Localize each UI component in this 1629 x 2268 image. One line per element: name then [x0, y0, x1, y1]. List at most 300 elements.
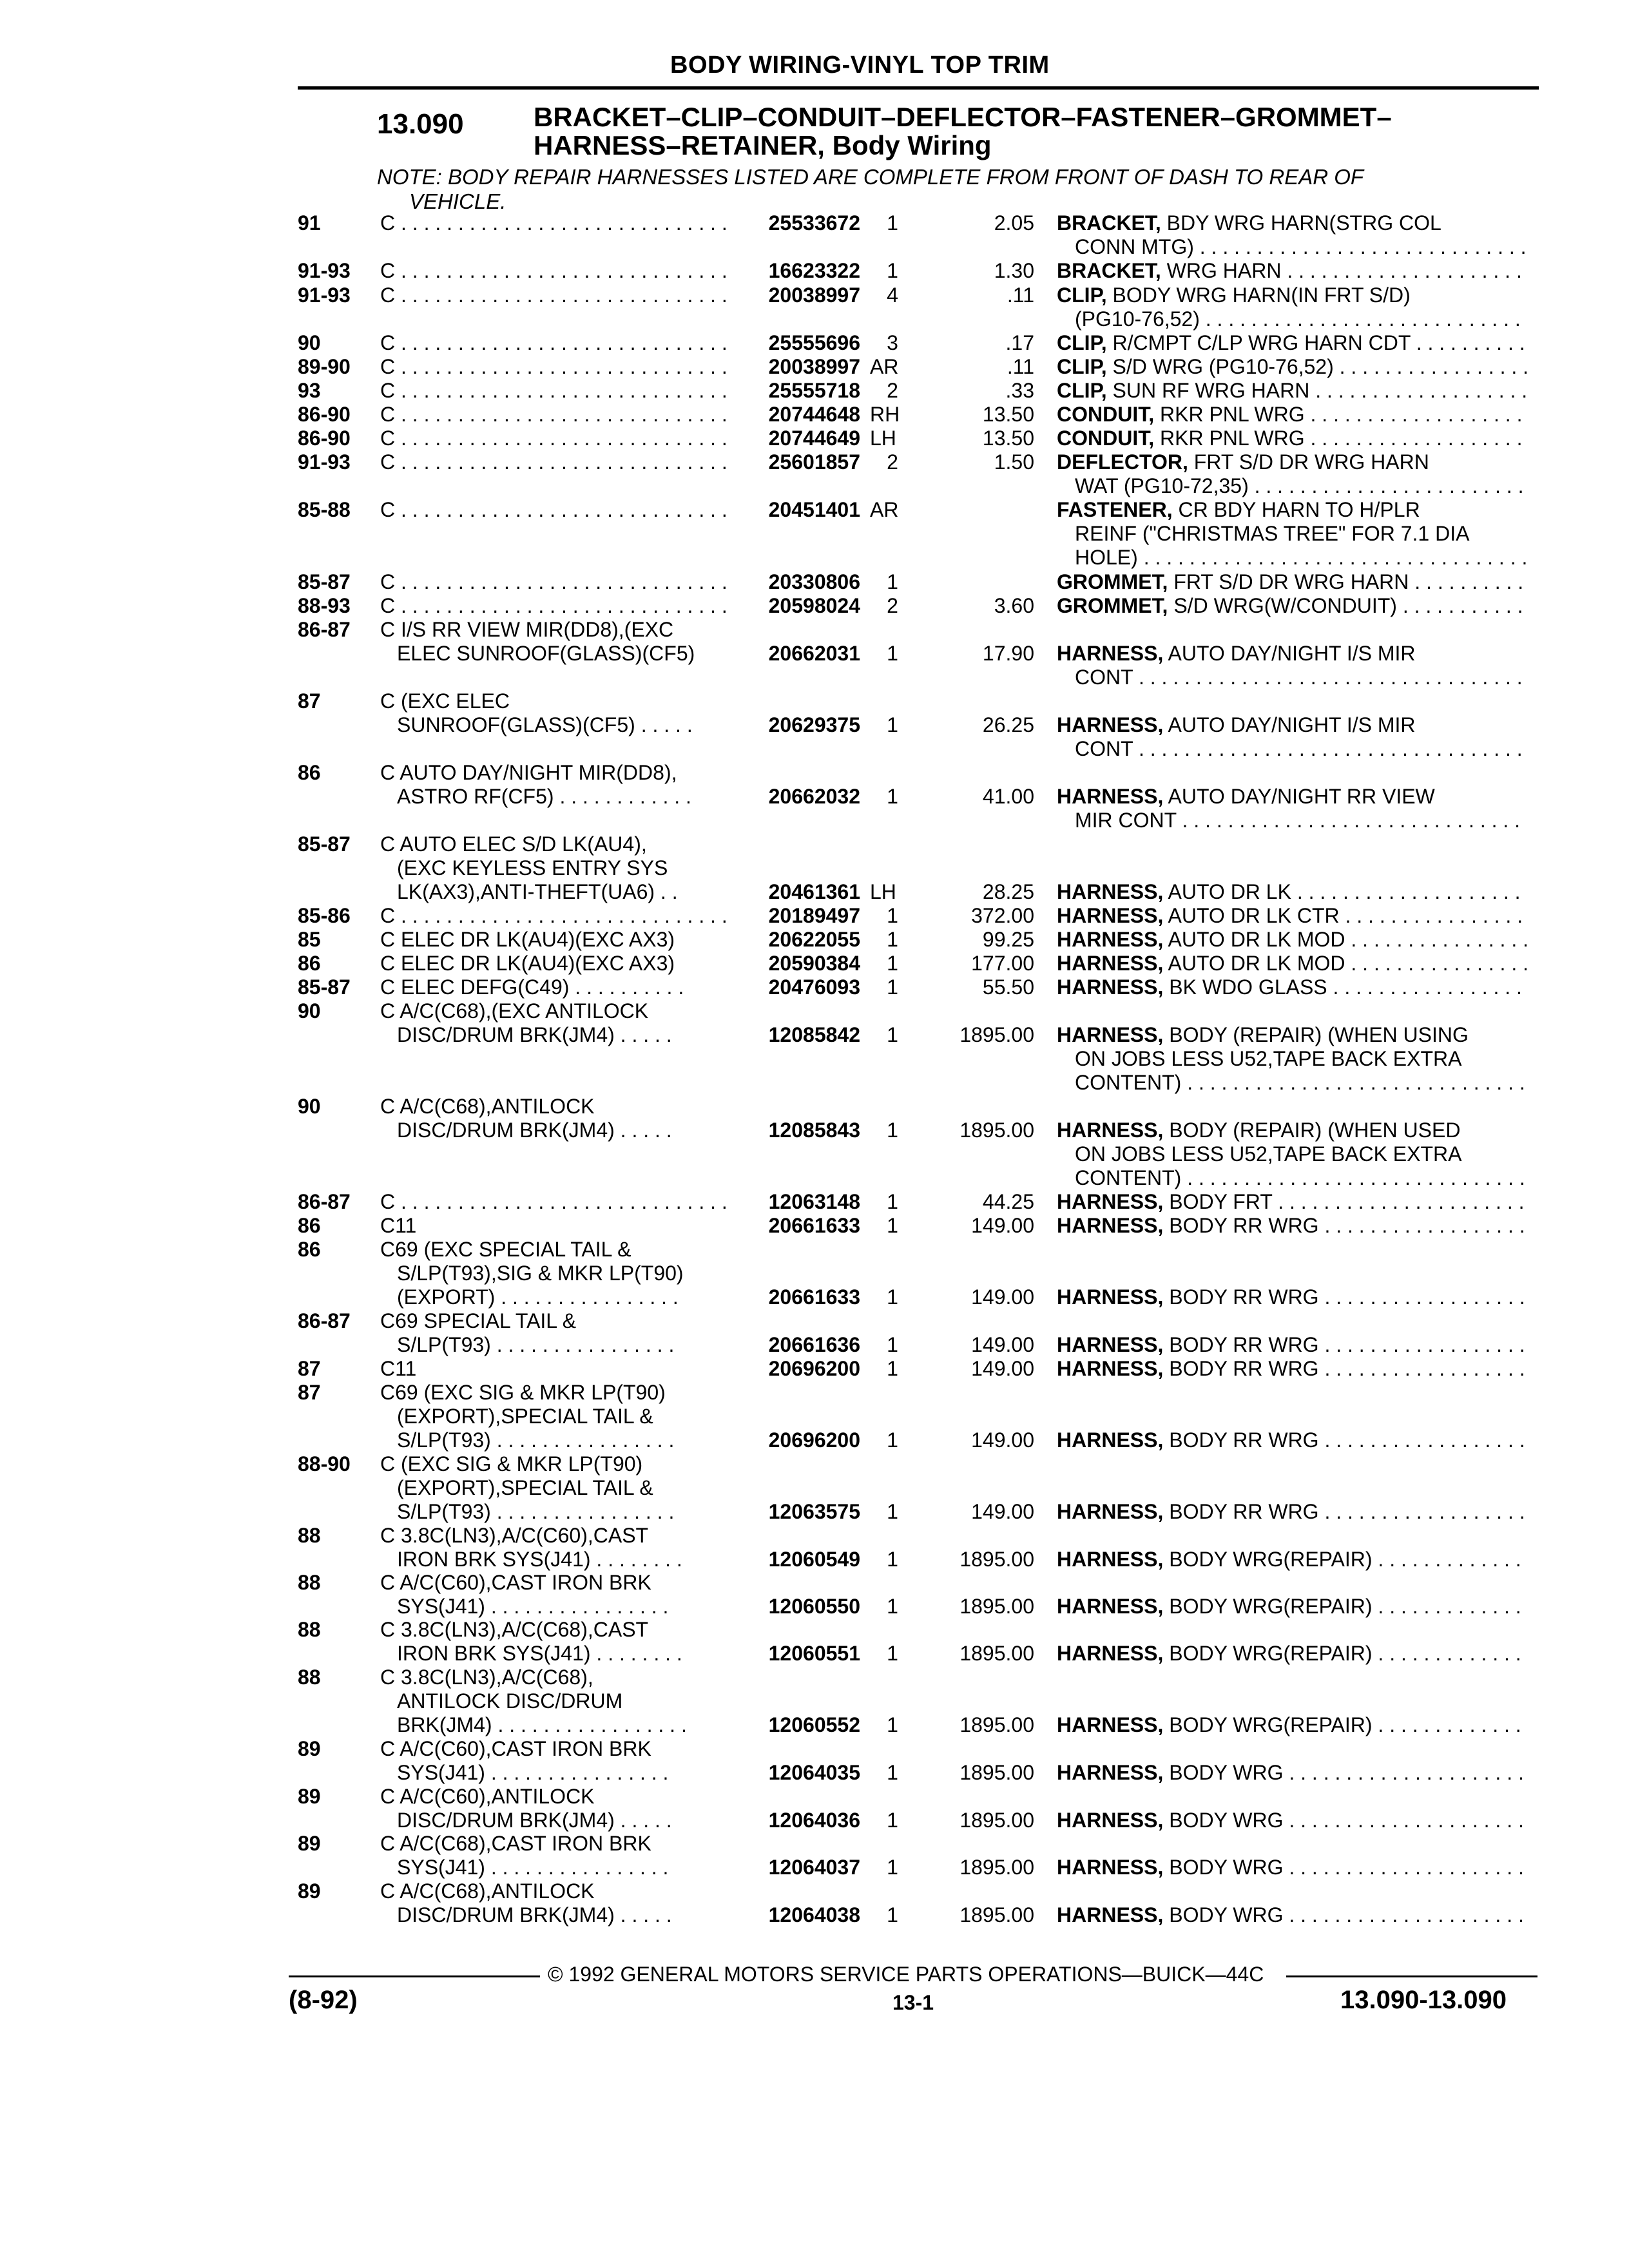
description-line: [1057, 1119, 1527, 1142]
leader-dots: [1194, 235, 1527, 258]
price: 1.30: [994, 259, 1034, 282]
application-line: C . . .: [380, 379, 728, 403]
application-line: C11: [380, 1214, 417, 1237]
quantity: 2: [887, 594, 898, 617]
application-line: C . . .: [380, 403, 728, 427]
leader-dots: [1319, 1428, 1527, 1452]
description-line: [1057, 1428, 1527, 1452]
leader-dots: [1373, 1642, 1527, 1665]
description-cell: [1057, 1500, 1527, 1524]
description-part-name: HARNESS,: [1057, 1856, 1164, 1879]
description-text: CONTENT): [1075, 1166, 1182, 1190]
description-line: [1057, 331, 1527, 355]
price: 1.50: [994, 450, 1034, 474]
application-cell: [380, 355, 728, 379]
application-cell: [380, 403, 728, 427]
leader-dots: [1249, 474, 1527, 497]
description-cell: [1057, 975, 1527, 999]
section-title-sub: Body Wiring: [832, 130, 992, 160]
description-part-name: CLIP,: [1057, 355, 1107, 378]
application-cell: [380, 1452, 728, 1524]
leader-dots: [1283, 1809, 1527, 1832]
leader-dots: [1309, 379, 1527, 402]
application-line: C . . .: [380, 331, 728, 355]
quantity: AR: [870, 498, 899, 521]
price: 1895.00: [959, 1761, 1034, 1785]
application-cell: [380, 975, 728, 999]
application-cell: [380, 498, 728, 522]
price: 177.00: [971, 952, 1034, 975]
leader-dots: [1138, 546, 1527, 569]
description-cell: [1057, 952, 1527, 975]
model-years: 90: [298, 331, 321, 354]
application-line: C 3.8C(LN3),A/C(C60),CAST: [380, 1524, 649, 1547]
description-text: AUTO DR LK MOD: [1168, 952, 1345, 975]
model-years: 85-88: [298, 498, 351, 521]
application-line: C A/C(C68),CAST IRON BRK: [380, 1832, 651, 1855]
description-cell: [1057, 1903, 1527, 1927]
application-cell: [380, 1524, 728, 1571]
price: 41.00: [982, 785, 1034, 809]
footer-rule-left: [289, 1975, 540, 1977]
application-cell: [380, 1618, 728, 1666]
price: 3.60: [994, 594, 1034, 617]
description-cell: [1057, 1285, 1527, 1309]
application-line: C AUTO DAY/NIGHT MIR(DD8),: [380, 761, 677, 784]
leader-dots: [1305, 403, 1527, 426]
description-part-name: HARNESS,: [1057, 904, 1164, 927]
quantity: RH: [870, 403, 900, 426]
application-line: C I/S RR VIEW MIR(DD8),(EXC: [380, 618, 674, 641]
description-part-name: GROMMET,: [1057, 594, 1168, 617]
description-cell: [1057, 1809, 1527, 1832]
application-cell: [380, 379, 728, 403]
description-text: FRT S/D DR WRG HARN: [1193, 450, 1429, 474]
description-text: FRT S/D DR WRG HARN: [1173, 570, 1409, 593]
price: 55.50: [982, 975, 1034, 999]
model-years: 86-87: [298, 1309, 351, 1332]
price: 1895.00: [959, 1023, 1034, 1047]
description-part-name: HARNESS,: [1057, 1642, 1164, 1666]
quantity: 1: [887, 1285, 898, 1309]
part-number: 12085843: [768, 1119, 860, 1142]
model-years: 88-90: [298, 1452, 351, 1475]
description-cell: [1057, 594, 1527, 618]
description-part-name: HARNESS,: [1057, 713, 1164, 737]
quantity: 1: [887, 211, 898, 235]
model-years: 85-87: [298, 975, 351, 999]
application-line: C69 (EXC SIG & MKR LP(T90): [380, 1381, 666, 1404]
application-cell: [380, 1357, 728, 1381]
description-line: [1057, 1500, 1527, 1524]
application-cell: [380, 1095, 728, 1142]
application-line: C 3.8C(LN3),A/C(C68),: [380, 1666, 593, 1689]
description-line: [1057, 1713, 1527, 1737]
description-part-name: HARNESS,: [1057, 1333, 1164, 1357]
quantity: 1: [887, 1214, 898, 1237]
model-years: 91-93: [298, 259, 351, 282]
price: .11: [1007, 284, 1034, 307]
application-cell: [380, 570, 728, 594]
part-number: 20696200: [768, 1357, 860, 1380]
part-number: 20476093: [768, 975, 860, 999]
application-line: S/LP(T93) . . . . . . . . . . . . . . . .: [397, 1428, 675, 1452]
description-text: BDY WRG HARN(STRG COL: [1166, 211, 1441, 235]
description-cell: [1057, 904, 1527, 928]
quantity: 3: [887, 331, 898, 354]
description-part-name: CLIP,: [1057, 379, 1107, 402]
description-text: BK WDO GLASS: [1169, 975, 1327, 999]
description-line: [1057, 427, 1527, 450]
part-number: 20744648: [768, 403, 860, 426]
part-number: 12060552: [768, 1713, 860, 1737]
leader-dots: [1319, 1214, 1527, 1237]
description-text: BODY RR WRG: [1169, 1285, 1319, 1309]
application-line: IRON BRK SYS(J41) . . . . . . . .: [397, 1548, 682, 1571]
application-line: BRK(JM4) . . . . . . . . . . . . . . . . .: [397, 1713, 687, 1736]
description-cell: [1057, 355, 1527, 379]
price: 1895.00: [959, 1856, 1034, 1879]
application-line: (EXPORT),SPECIAL TAIL &: [397, 1476, 653, 1499]
description-cell: [1057, 1357, 1527, 1381]
description-line: [1057, 642, 1527, 666]
description-line: [1057, 809, 1527, 832]
price: 26.25: [982, 713, 1034, 737]
description-line: [1057, 904, 1527, 928]
description-part-name: HARNESS,: [1057, 880, 1164, 904]
part-number: 20330806: [768, 570, 860, 593]
leader-dots: [1177, 809, 1527, 832]
model-years: 91-93: [298, 284, 351, 307]
description-text: WAT (PG10-72,35): [1075, 474, 1249, 497]
price: 1895.00: [959, 1809, 1034, 1832]
description-part-name: HARNESS,: [1057, 1548, 1164, 1571]
price: 13.50: [982, 403, 1034, 426]
description-part-name: HARNESS,: [1057, 1428, 1164, 1452]
description-text: AUTO DR LK MOD: [1168, 928, 1345, 951]
part-number: 12063148: [768, 1190, 860, 1213]
description-part-name: HARNESS,: [1057, 785, 1164, 809]
quantity: 1: [887, 1713, 898, 1737]
description-line: [1057, 1166, 1527, 1190]
description-cell: [1057, 379, 1527, 403]
application-cell: [380, 1190, 728, 1214]
model-years: 85-87: [298, 832, 351, 856]
description-line: [1057, 1595, 1527, 1619]
application-cell: [380, 1879, 728, 1927]
application-cell: [380, 1737, 728, 1785]
description-line: [1057, 355, 1527, 379]
quantity: LH: [870, 427, 896, 450]
leader-dots: [1409, 570, 1527, 593]
description-part-name: HARNESS,: [1057, 1903, 1164, 1927]
price: 149.00: [971, 1500, 1034, 1524]
quantity: 1: [887, 952, 898, 975]
model-years: 90: [298, 1095, 321, 1118]
model-years: 91-93: [298, 450, 351, 474]
application-line: (EXPORT) . . . . . . . . . . . . . . . .: [397, 1285, 679, 1309]
description-text: ON JOBS LESS U52,TAPE BACK EXTRA: [1075, 1142, 1462, 1166]
application-line: C (EXC SIG & MKR LP(T90): [380, 1452, 643, 1475]
quantity: 1: [887, 1190, 898, 1213]
quantity: 1: [887, 713, 898, 737]
application-line: C . . .: [380, 570, 728, 594]
description-cell: [1057, 403, 1527, 427]
price: 1895.00: [959, 1548, 1034, 1571]
section-title-line2: [534, 131, 1539, 160]
description-cell: [1057, 1023, 1527, 1095]
part-number: 12064037: [768, 1856, 860, 1879]
application-line: S/LP(T93),SIG & MKR LP(T90): [397, 1262, 684, 1285]
description-line: [1057, 259, 1527, 283]
leader-dots: [1281, 259, 1527, 282]
application-line: C A/C(C68),(EXC ANTILOCK: [380, 999, 649, 1023]
quantity: 1: [887, 1548, 898, 1571]
application-cell: [380, 1832, 728, 1879]
description-line: [1057, 880, 1527, 904]
application-cell: [380, 331, 728, 355]
application-cell: [380, 1381, 728, 1452]
application-line: C69 (EXC SPECIAL TAIL &: [380, 1238, 631, 1261]
quantity: 1: [887, 904, 898, 927]
description-cell: [1057, 1119, 1527, 1190]
application-cell: [380, 259, 728, 283]
application-line: C . . .: [380, 904, 728, 928]
part-number: 20189497: [768, 904, 860, 927]
application-line: (EXC KEYLESS ENTRY SYS: [397, 856, 668, 879]
description-line: [1057, 211, 1527, 235]
application-line: (EXPORT),SPECIAL TAIL &: [397, 1405, 653, 1428]
description-line: [1057, 785, 1527, 809]
application-line: SUNROOF(GLASS)(CF5) . . . . .: [397, 713, 693, 736]
leader-dots: [1272, 1190, 1527, 1213]
application-line: C A/C(C68),ANTILOCK: [380, 1879, 595, 1903]
description-part-name: HARNESS,: [1057, 952, 1164, 975]
quantity: 1: [887, 1023, 898, 1047]
model-years: 86-87: [298, 618, 351, 641]
part-number: 20590384: [768, 952, 860, 975]
description-text: AUTO DR LK: [1168, 880, 1291, 904]
description-line: [1057, 594, 1527, 618]
application-cell: [380, 427, 728, 450]
price: 149.00: [971, 1214, 1034, 1237]
model-years: 88: [298, 1524, 321, 1547]
part-number: 20662032: [768, 785, 860, 809]
description-cell: [1057, 1190, 1527, 1214]
price: .33: [1005, 379, 1034, 402]
price: .17: [1005, 331, 1034, 354]
price: 44.25: [982, 1190, 1034, 1213]
description-text: BODY WRG(REPAIR): [1169, 1548, 1373, 1571]
leader-dots: [1345, 928, 1527, 951]
quantity: 1: [887, 1903, 898, 1927]
section-note: [377, 165, 1485, 214]
part-number: 12063575: [768, 1500, 860, 1524]
application-line: C 3.8C(LN3),A/C(C68),CAST: [380, 1618, 649, 1641]
leader-dots: [1181, 1166, 1527, 1189]
price: 28.25: [982, 880, 1034, 904]
description-line: [1057, 1214, 1527, 1238]
footer-date: (8-92): [289, 1986, 358, 2014]
leader-dots: [1411, 331, 1527, 354]
description-text: AUTO DAY/NIGHT RR VIEW: [1168, 785, 1435, 809]
leader-dots: [1319, 1285, 1527, 1309]
application-line: ASTRO RF(CF5) . . . . . . . . . . . .: [397, 785, 691, 808]
description-text: (PG10-76,52): [1075, 307, 1200, 331]
part-number: 16623322: [768, 259, 860, 282]
description-part-name: CLIP,: [1057, 284, 1107, 307]
description-cell: [1057, 331, 1527, 355]
description-part-name: HARNESS,: [1057, 1214, 1164, 1237]
description-line: [1057, 1548, 1527, 1571]
application-cell: [380, 211, 728, 235]
running-head: BODY WIRING-VINYL TOP TRIM: [670, 52, 1050, 79]
model-years: 89: [298, 1785, 321, 1808]
leader-dots: [1283, 1856, 1527, 1879]
quantity: 1: [887, 259, 898, 282]
leader-dots: [1345, 952, 1527, 975]
description-text: AUTO DR LK CTR: [1168, 904, 1340, 927]
price: 13.50: [982, 427, 1034, 450]
application-cell: [380, 761, 728, 809]
description-part-name: HARNESS,: [1057, 975, 1164, 999]
description-line: [1057, 737, 1527, 761]
description-cell: [1057, 570, 1527, 594]
application-line: ELEC SUNROOF(GLASS)(CF5): [397, 642, 695, 665]
quantity: AR: [870, 355, 899, 378]
application-cell: [380, 999, 728, 1047]
model-years: 85-86: [298, 904, 351, 927]
description-part-name: HARNESS,: [1057, 1809, 1164, 1832]
application-line: C . . .: [380, 259, 728, 283]
quantity: 1: [887, 1428, 898, 1452]
description-text: SUN RF WRG HARN: [1112, 379, 1310, 402]
application-line: DISC/DRUM BRK(JM4) . . . . .: [397, 1809, 672, 1832]
description-text: REINF ("CHRISTMAS TREE" FOR 7.1 DIA: [1075, 522, 1470, 545]
description-line: [1057, 1023, 1527, 1047]
quantity: 1: [887, 1500, 898, 1524]
description-part-name: HARNESS,: [1057, 1595, 1164, 1619]
description-line: [1057, 666, 1527, 689]
description-part-name: GROMMET,: [1057, 570, 1168, 593]
part-number: 25601857: [768, 450, 860, 474]
description-line: [1057, 928, 1527, 952]
part-number: 20451401: [768, 498, 860, 521]
section-title-line2-main: HARNESS–RETAINER,: [534, 130, 825, 160]
price: 1895.00: [959, 1713, 1034, 1737]
application-line: ANTILOCK DISC/DRUM: [397, 1689, 623, 1713]
application-cell: [380, 594, 728, 618]
description-part-name: CONDUIT,: [1057, 403, 1155, 426]
application-line: S/LP(T93) . . . . . . . . . . . . . . . .: [397, 1333, 675, 1356]
leader-dots: [1327, 975, 1527, 999]
application-cell: [380, 832, 728, 904]
quantity: 1: [887, 928, 898, 951]
description-cell: [1057, 785, 1527, 832]
leader-dots: [1319, 1333, 1527, 1356]
model-years: 88: [298, 1666, 321, 1689]
description-cell: [1057, 1713, 1527, 1737]
description-line: [1057, 403, 1527, 427]
description-part-name: DEFLECTOR,: [1057, 450, 1188, 474]
price: 149.00: [971, 1333, 1034, 1357]
section-title: [534, 103, 1539, 160]
model-years: 85-87: [298, 570, 351, 593]
description-cell: [1057, 1428, 1527, 1452]
leader-dots: [1283, 1761, 1527, 1784]
description-line: [1057, 307, 1527, 331]
application-line: C A/C(C68),ANTILOCK: [380, 1095, 595, 1118]
description-cell: [1057, 1595, 1527, 1619]
leader-dots: [1397, 594, 1527, 617]
application-line: C . . .: [380, 1190, 728, 1214]
description-text: BODY RR WRG: [1169, 1214, 1319, 1237]
application-cell: [380, 450, 728, 474]
model-years: 85: [298, 928, 321, 951]
part-number: 20622055: [768, 928, 860, 951]
model-years: 89: [298, 1737, 321, 1760]
application-line: C A/C(C60),CAST IRON BRK: [380, 1737, 651, 1760]
part-number: 12060549: [768, 1548, 860, 1571]
leader-dots: [1200, 307, 1527, 331]
model-years: 86: [298, 1214, 321, 1237]
application-line: C . . .: [380, 211, 728, 235]
quantity: 2: [887, 450, 898, 474]
description-line: [1057, 1856, 1527, 1879]
description-cell: [1057, 211, 1527, 259]
description-part-name: HARNESS,: [1057, 1761, 1164, 1785]
description-line: [1057, 570, 1527, 594]
application-cell: [380, 284, 728, 307]
description-text: ON JOBS LESS U52,TAPE BACK EXTRA: [1075, 1047, 1462, 1071]
part-number: 20629375: [768, 713, 860, 737]
description-line: [1057, 975, 1527, 999]
description-text: RKR PNL WRG: [1160, 403, 1305, 426]
price: 149.00: [971, 1357, 1034, 1380]
description-line: [1057, 450, 1527, 474]
part-number: 20038997: [768, 284, 860, 307]
leader-dots: [1373, 1548, 1527, 1571]
description-text: BODY WRG(REPAIR): [1169, 1713, 1373, 1737]
description-text: BODY FRT: [1169, 1190, 1273, 1213]
description-line: [1057, 1142, 1527, 1166]
model-years: 93: [298, 379, 321, 402]
application-line: DISC/DRUM BRK(JM4) . . . . .: [397, 1023, 672, 1046]
part-number: 25533672: [768, 211, 860, 235]
quantity: 1: [887, 1119, 898, 1142]
description-text: AUTO DAY/NIGHT I/S MIR: [1168, 713, 1416, 737]
model-years: 87: [298, 689, 321, 713]
description-text: BODY RR WRG: [1169, 1357, 1319, 1380]
description-line: [1057, 498, 1527, 522]
quantity: 1: [887, 1357, 898, 1380]
application-line: C ELEC DR LK(AU4)(EXC AX3): [380, 928, 675, 951]
description-text: CONN MTG): [1075, 235, 1194, 258]
leader-dots: [1373, 1595, 1527, 1618]
description-cell: [1057, 1214, 1527, 1238]
description-part-name: CONDUIT,: [1057, 427, 1155, 450]
application-cell: [380, 689, 728, 737]
quantity: 1: [887, 785, 898, 809]
description-cell: [1057, 498, 1527, 570]
leader-dots: [1133, 666, 1527, 689]
description-line: [1057, 1333, 1527, 1357]
description-text: BODY WRG: [1169, 1761, 1284, 1785]
application-cell: [380, 952, 728, 975]
part-number: 20661633: [768, 1285, 860, 1309]
description-part-name: HARNESS,: [1057, 1713, 1164, 1737]
part-number: 20661633: [768, 1214, 860, 1237]
